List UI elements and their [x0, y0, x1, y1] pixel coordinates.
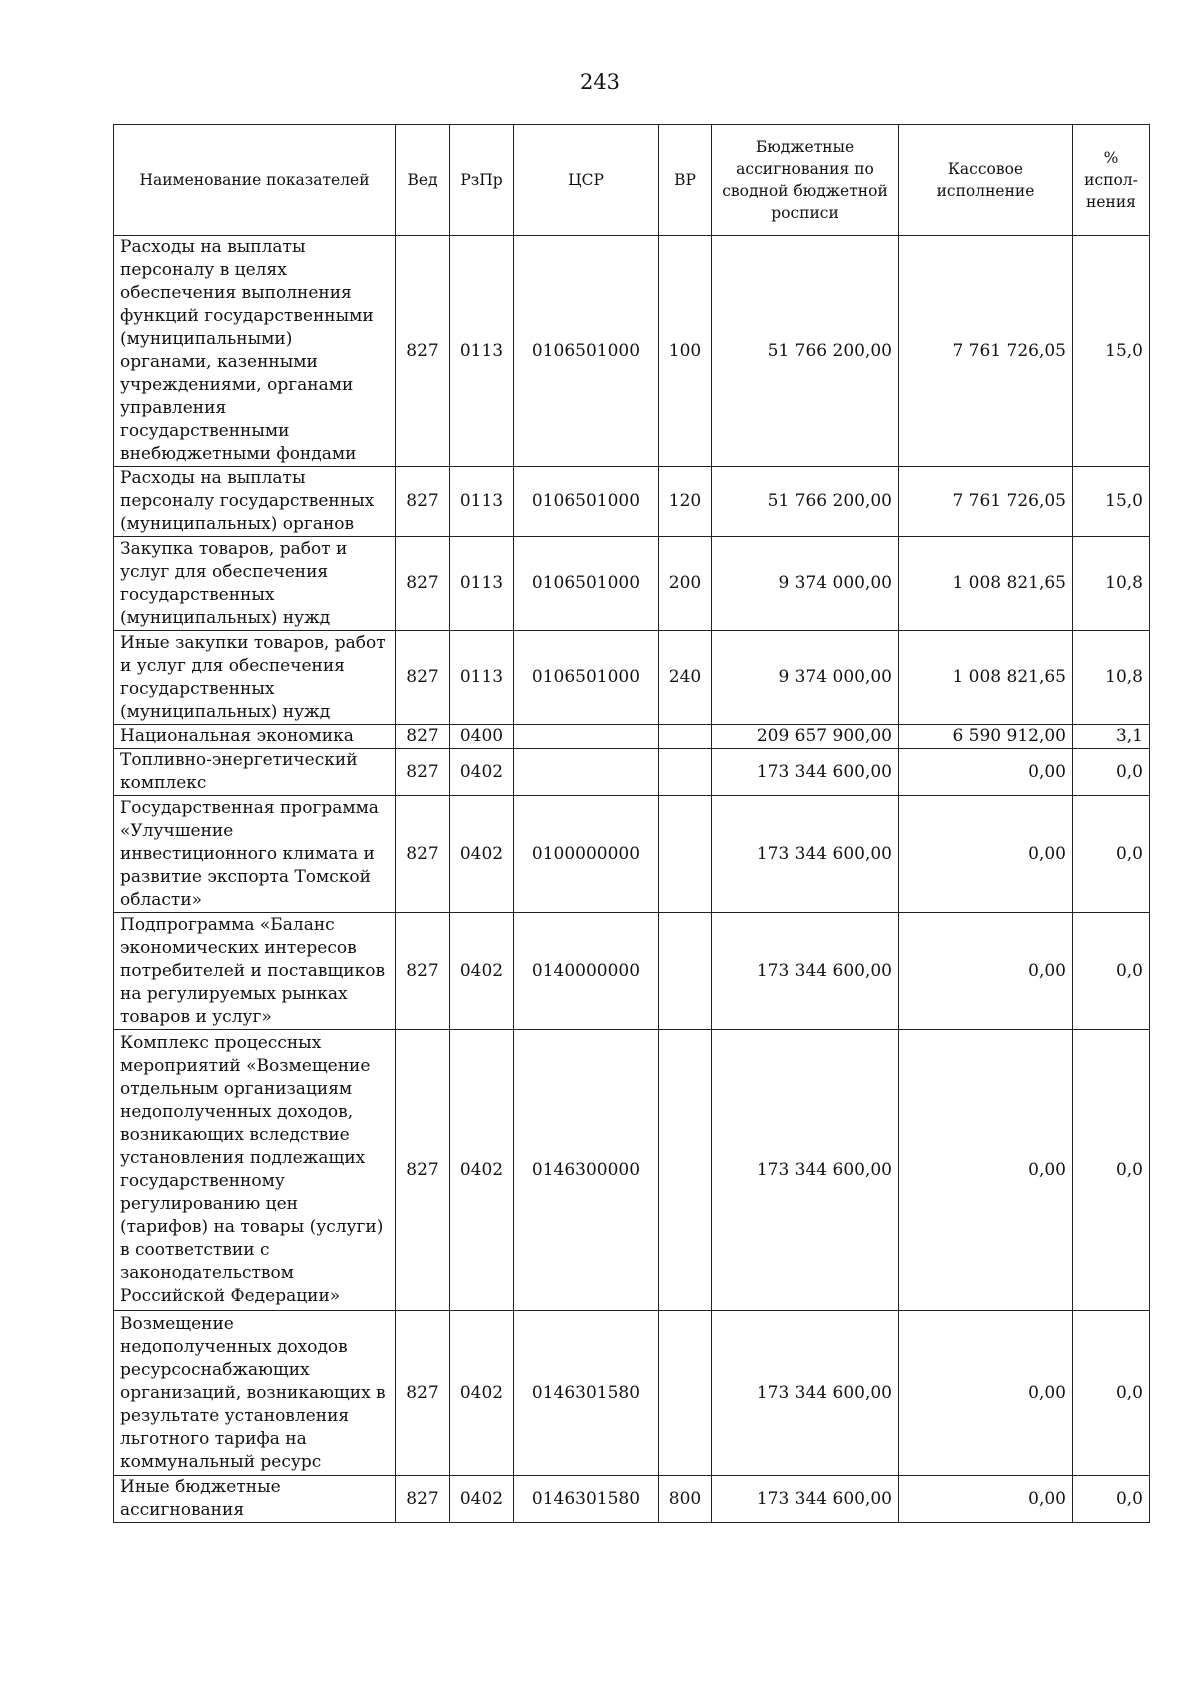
- cell-vr: [659, 1030, 712, 1311]
- cell-name: Национальная экономика: [114, 725, 396, 749]
- cell-rzpr: 0113: [450, 537, 514, 631]
- cell-name: Возмещение недополученных доходов ресурсоснабжающих организаций, возникающих в результате установления льготного тарифа на коммунальный ресурс: [114, 1311, 396, 1476]
- cell-csr: [514, 749, 659, 796]
- cell-ved: 827: [396, 913, 450, 1030]
- cell-executed: 0,00: [899, 1311, 1073, 1476]
- column-header-csr: ЦСР: [514, 125, 659, 236]
- page-number: 243: [579, 70, 621, 94]
- cell-vr: [659, 1311, 712, 1476]
- cell-percent: 0,0: [1073, 1311, 1150, 1476]
- cell-allocated: 173 344 600,00: [712, 1030, 899, 1311]
- table-row: [114, 537, 1150, 631]
- cell-allocated: 51 766 200,00: [712, 467, 899, 537]
- cell-name: Расходы на выплаты персоналу государственных (муниципальных) органов: [114, 467, 396, 537]
- cell-vr: [659, 725, 712, 749]
- cell-name: Комплекс процессных мероприятий «Возмещение отдельным организациям недополученных доходов, возникающих вследствие установления подлежащих государственному регулированию цен (тарифов) на товары (услуги) в соответствии с законодательством Российской Федерации»: [114, 1030, 396, 1311]
- cell-percent: 0,0: [1073, 1030, 1150, 1311]
- cell-ved: 827: [396, 631, 450, 725]
- cell-vr: 120: [659, 467, 712, 537]
- cell-name: Государственная программа «Улучшение инвестиционного климата и развитие экспорта Томской области»: [114, 796, 396, 913]
- cell-csr: 0146300000: [514, 1030, 659, 1311]
- cell-rzpr: 0402: [450, 1476, 514, 1523]
- cell-allocated: 209 657 900,00: [712, 725, 899, 749]
- cell-vr: [659, 749, 712, 796]
- cell-executed: 0,00: [899, 796, 1073, 913]
- cell-percent: 10,8: [1073, 537, 1150, 631]
- cell-ved: 827: [396, 749, 450, 796]
- cell-executed: 0,00: [899, 913, 1073, 1030]
- cell-rzpr: 0113: [450, 236, 514, 467]
- cell-csr: 0146301580: [514, 1476, 659, 1523]
- cell-rzpr: 0400: [450, 725, 514, 749]
- cell-rzpr: 0402: [450, 913, 514, 1030]
- column-header-allocated: Бюджетные ассигнования по сводной бюджетной росписи: [712, 125, 899, 236]
- cell-ved: 827: [396, 1311, 450, 1476]
- cell-percent: 0,0: [1073, 1476, 1150, 1523]
- cell-executed: 0,00: [899, 1476, 1073, 1523]
- cell-vr: [659, 796, 712, 913]
- cell-allocated: 9 374 000,00: [712, 631, 899, 725]
- cell-allocated: 51 766 200,00: [712, 236, 899, 467]
- cell-ved: 827: [396, 467, 450, 537]
- budget-table: [113, 124, 1150, 1523]
- table-row: [114, 1311, 1150, 1476]
- table-row: [114, 236, 1150, 467]
- cell-executed: 1 008 821,65: [899, 537, 1073, 631]
- column-header-executed: Кассовое исполнение: [899, 125, 1073, 236]
- cell-csr: 0106501000: [514, 631, 659, 725]
- cell-rzpr: 0402: [450, 1311, 514, 1476]
- table-row: [114, 749, 1150, 796]
- table-body: [114, 236, 1150, 1523]
- cell-percent: 0,0: [1073, 913, 1150, 1030]
- cell-executed: 7 761 726,05: [899, 236, 1073, 467]
- table-row: [114, 913, 1150, 1030]
- cell-vr: 200: [659, 537, 712, 631]
- table-row: [114, 467, 1150, 537]
- cell-name: Подпрограмма «Баланс экономических интересов потребителей и поставщиков на регулируемых рынках товаров и услуг»: [114, 913, 396, 1030]
- table-row: [114, 796, 1150, 913]
- cell-ved: 827: [396, 1476, 450, 1523]
- cell-name: Иные бюджетные ассигнования: [114, 1476, 396, 1523]
- cell-rzpr: 0113: [450, 631, 514, 725]
- cell-executed: 7 761 726,05: [899, 467, 1073, 537]
- cell-executed: 0,00: [899, 749, 1073, 796]
- cell-csr: 0106501000: [514, 467, 659, 537]
- cell-allocated: 173 344 600,00: [712, 749, 899, 796]
- cell-percent: 15,0: [1073, 236, 1150, 467]
- cell-rzpr: 0402: [450, 796, 514, 913]
- cell-vr: [659, 913, 712, 1030]
- cell-allocated: 9 374 000,00: [712, 537, 899, 631]
- cell-vr: 240: [659, 631, 712, 725]
- cell-csr: [514, 725, 659, 749]
- cell-allocated: 173 344 600,00: [712, 913, 899, 1030]
- table-row: [114, 1030, 1150, 1311]
- cell-percent: 15,0: [1073, 467, 1150, 537]
- cell-percent: 10,8: [1073, 631, 1150, 725]
- header-row: [114, 125, 1150, 236]
- cell-csr: 0100000000: [514, 796, 659, 913]
- cell-vr: 800: [659, 1476, 712, 1523]
- cell-name: Закупка товаров, работ и услуг для обеспечения государственных (муниципальных) нужд: [114, 537, 396, 631]
- cell-executed: 6 590 912,00: [899, 725, 1073, 749]
- cell-allocated: 173 344 600,00: [712, 796, 899, 913]
- cell-rzpr: 0113: [450, 467, 514, 537]
- cell-ved: 827: [396, 1030, 450, 1311]
- table-row: [114, 631, 1150, 725]
- cell-vr: 100: [659, 236, 712, 467]
- column-header-vr: ВР: [659, 125, 712, 236]
- cell-csr: 0146301580: [514, 1311, 659, 1476]
- cell-ved: 827: [396, 796, 450, 913]
- column-header-name: Наименование показателей: [114, 125, 396, 236]
- cell-ved: 827: [396, 537, 450, 631]
- table-row: [114, 1476, 1150, 1523]
- cell-rzpr: 0402: [450, 749, 514, 796]
- cell-name: Иные закупки товаров, работ и услуг для обеспечения государственных (муниципальных) нужд: [114, 631, 396, 725]
- cell-csr: 0106501000: [514, 537, 659, 631]
- cell-ved: 827: [396, 725, 450, 749]
- cell-ved: 827: [396, 236, 450, 467]
- cell-percent: 0,0: [1073, 749, 1150, 796]
- cell-csr: 0140000000: [514, 913, 659, 1030]
- cell-percent: 3,1: [1073, 725, 1150, 749]
- cell-executed: 1 008 821,65: [899, 631, 1073, 725]
- cell-csr: 0106501000: [514, 236, 659, 467]
- column-header-rzpr: РзПр: [450, 125, 514, 236]
- column-header-ved: Вед: [396, 125, 450, 236]
- cell-percent: 0,0: [1073, 796, 1150, 913]
- cell-allocated: 173 344 600,00: [712, 1311, 899, 1476]
- cell-name: Топливно-энергетический комплекс: [114, 749, 396, 796]
- cell-allocated: 173 344 600,00: [712, 1476, 899, 1523]
- cell-executed: 0,00: [899, 1030, 1073, 1311]
- cell-rzpr: 0402: [450, 1030, 514, 1311]
- cell-name: Расходы на выплаты персоналу в целях обеспечения выполнения функций государственными (муниципальными) органами, казенными учреждениями, органами управления государственными внебюджетными фондами: [114, 236, 396, 467]
- table-row: [114, 725, 1150, 749]
- column-header-percent: % испол-нения: [1073, 125, 1150, 236]
